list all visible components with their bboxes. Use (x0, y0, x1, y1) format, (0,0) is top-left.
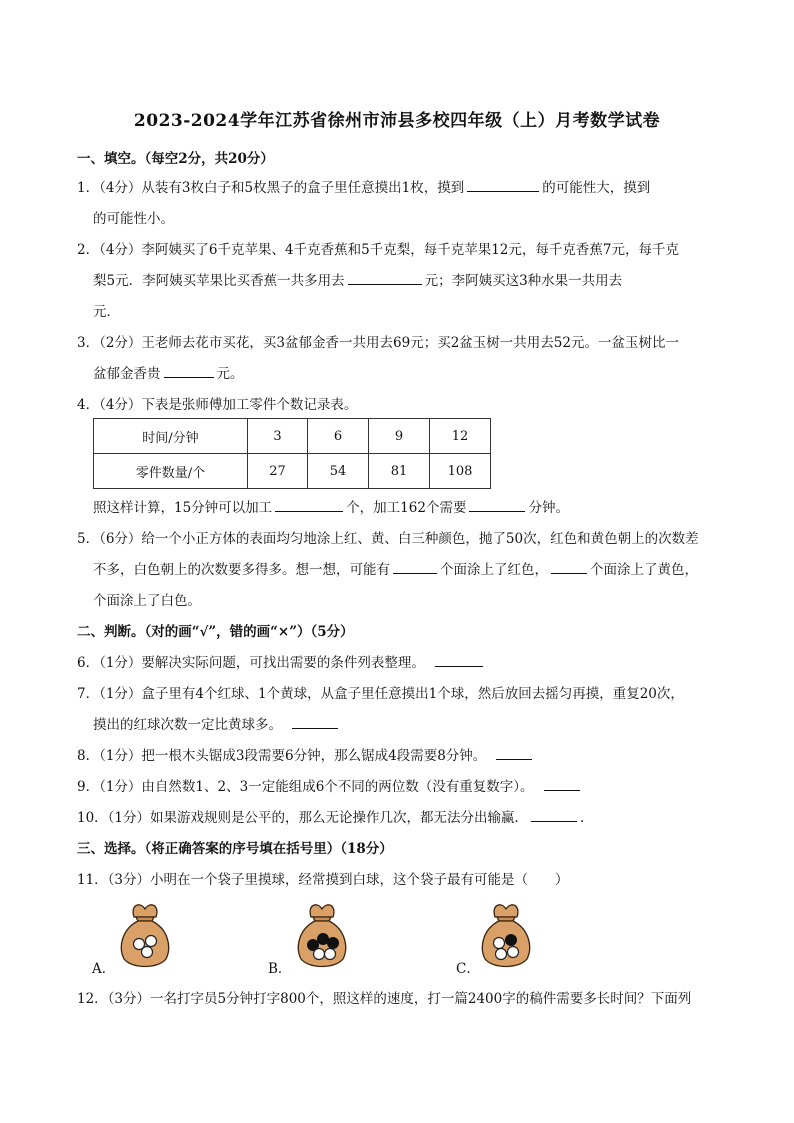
question-11: 11．（3分）小明在一个袋子里摸球，经常摸到白球，这个袋子最有可能是（ ） (77, 872, 569, 888)
question-7-line-1: 7．（1分）盒子里有4个红球、1个黄球，从盒子里任意摸出1个球，然后放回去摇匀再摸，重复20次， (77, 686, 684, 702)
table-cell: 时间/分钟 (94, 419, 248, 454)
bag-a-image[interactable] (114, 897, 176, 969)
parts-record-table (93, 418, 491, 489)
option-b-label[interactable]: B． (268, 961, 292, 977)
question-2-line-3: 元． (93, 304, 120, 320)
table-cell: 27 (248, 454, 308, 489)
table-row (94, 419, 491, 454)
question-3-line-2: 盆郁金香贵 元。 (93, 366, 244, 382)
answer-blank[interactable] (164, 364, 214, 378)
answer-blank[interactable] (292, 715, 338, 729)
question-3-line-1: 3．（2分）王老师去花市买花，买3盆郁金香一共用去69元；买2盆玉树一共用去52元。一盆玉树比一 (77, 335, 679, 351)
answer-blank[interactable] (469, 498, 525, 512)
answer-blank[interactable] (551, 560, 587, 574)
question-2-line-1: 2．（4分）李阿姨买了6千克苹果、4千克香蕉和5千克梨，每千克苹果12元，每千克香蕉7元，每千克 (77, 242, 679, 258)
answer-blank[interactable] (496, 746, 532, 760)
question-5-line-3: 个面涂上了白色。 (93, 593, 201, 609)
section-2-heading: 二、判断。（对的画“√”，错的画“×”）（5分） (77, 624, 354, 640)
question-12-line-1: 12．（3分）一名打字员5分钟打字800个，照这样的速度，打一篇2400字的稿件需要多长时间？下面列 (77, 991, 692, 1007)
answer-blank[interactable] (531, 808, 577, 822)
option-a-label[interactable]: A． (92, 961, 116, 977)
table-cell: 3 (248, 419, 308, 454)
answer-blank[interactable] (393, 560, 437, 574)
bag-b-image[interactable] (291, 897, 353, 969)
question-1-line-2: 的可能性小。 (93, 211, 174, 227)
table-cell: 54 (308, 454, 369, 489)
section-3-heading: 三、选择。（将正确答案的序号填在括号里）（18分） (77, 841, 393, 857)
answer-blank[interactable] (348, 271, 422, 285)
question-2-line-2: 梨5元．李阿姨买苹果比买香蕉一共多用去 元；李阿姨买这3种水果一共用去 (93, 273, 623, 289)
answer-blank[interactable] (275, 498, 343, 512)
table-cell: 81 (369, 454, 430, 489)
answer-blank[interactable] (544, 777, 580, 791)
question-4-line-1: 4．（4分）下表是张师傅加工零件个数记录表。 (77, 397, 358, 413)
section-1-heading: 一、填空。（每空2分，共20分） (77, 151, 274, 167)
option-c-label[interactable]: C． (456, 961, 480, 977)
question-4-line-2: 照这样计算，15分钟可以加工 个，加工162个需要 分钟。 (93, 500, 569, 516)
question-10: 10．（1分）如果游戏规则是公平的，那么无论操作几次，都无法分出输赢． . (77, 810, 585, 826)
table-cell: 108 (430, 454, 491, 489)
table-cell: 零件数量/个 (94, 454, 248, 489)
table-cell: 12 (430, 419, 491, 454)
question-9: 9．（1分）由自然数1、2、3一定能组成6个不同的两位数（没有重复数字）。 (77, 775, 583, 795)
table-row (94, 454, 491, 489)
question-5-line-2: 不多，白色朝上的次数要多得多。想一想，可能有 个面涂上了红色， 个面涂上了黄色， (93, 562, 698, 578)
question-8: 8．（1分）把一根木头锯成3段需要6分钟，那么锯成4段需要8分钟。 (77, 744, 535, 764)
answer-blank[interactable] (467, 178, 539, 192)
question-1-line-1: 1．（4分）从装有3枚白子和5枚黑子的盒子里任意摸出1枚，摸到 的可能性大，摸到 (77, 180, 651, 196)
question-7-line-2: 摸出的红球次数一定比黄球多。 (93, 713, 341, 733)
bag-c-image[interactable] (475, 897, 537, 969)
question-6: 6．（1分）要解决实际问题，可找出需要的条件列表整理。 (77, 651, 486, 671)
question-5-line-1: 5．（6分）给一个小正方体的表面均匀地涂上红、黄、白三种颜色，抛了50次，红色和黄色朝上的次数差 (77, 531, 699, 547)
exam-title: 2023-2024学年江苏省徐州市沛县多校四年级（上）月考数学试卷 (133, 111, 661, 131)
table-cell: 6 (308, 419, 369, 454)
table-cell: 9 (369, 419, 430, 454)
answer-blank[interactable] (435, 653, 483, 667)
